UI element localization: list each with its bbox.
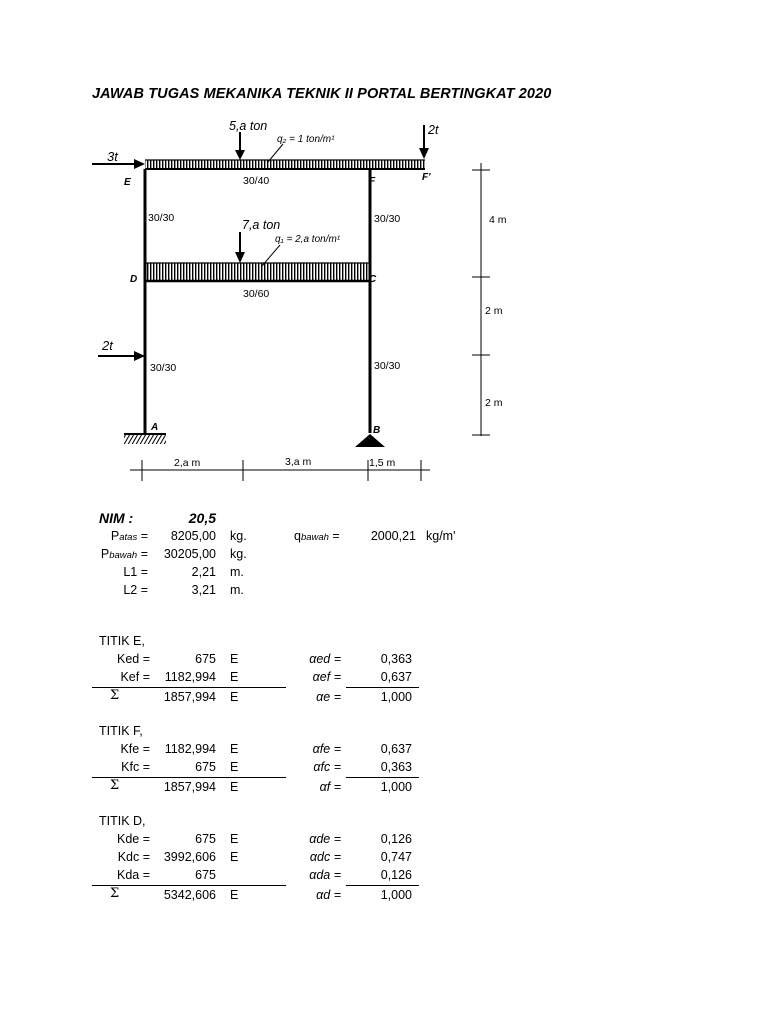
- sum-divider: [92, 885, 286, 886]
- node-label: A: [151, 422, 159, 433]
- q-bawah-value: 2000,21: [370, 529, 416, 543]
- param-unit: kg.: [230, 547, 247, 561]
- sum-value: 5342,606: [163, 888, 216, 902]
- distribution-factor-label: αda =: [309, 868, 341, 882]
- document-title: JAWAB TUGAS MEKANIKA TEKNIK II PORTAL BERTINGKAT 2020: [92, 86, 552, 102]
- middle-beam: [145, 263, 370, 281]
- stiffness-value: 675: [195, 868, 216, 882]
- section-label: 30/30: [374, 360, 401, 372]
- section-label: 30/60: [243, 288, 270, 300]
- distribution-factor-value: 0,363: [380, 760, 412, 774]
- stiffness-label: Kda =: [116, 868, 150, 882]
- arrow-down-icon: [235, 132, 245, 160]
- distribution-factor-total-value: 1,000: [380, 780, 412, 794]
- param-unit: m.: [230, 583, 244, 597]
- distribution-factor-label: αde =: [309, 832, 341, 846]
- stiffness-value: 675: [195, 652, 216, 666]
- sum-unit: E: [230, 690, 239, 704]
- sum-value: 1857,994: [163, 690, 216, 704]
- node-label: F': [422, 172, 431, 183]
- arrow-right-icon: [92, 159, 145, 169]
- load-label: q₁ = 2,a ton/m¹: [275, 234, 341, 245]
- load-label: 2t: [102, 338, 113, 353]
- distribution-factor-total-label: αe =: [316, 690, 341, 704]
- q-bawah-label: qbawah =: [294, 529, 340, 543]
- node-label: B: [373, 425, 381, 436]
- param-label: [92, 547, 148, 561]
- sum-symbol: Σ: [110, 778, 120, 793]
- sum-divider: [346, 777, 419, 778]
- stiffness-unit: E: [230, 670, 239, 684]
- distribution-factor-label: αed =: [309, 652, 341, 666]
- distribution-factor-label: αfc =: [313, 760, 341, 774]
- sum-divider: [92, 777, 286, 778]
- stiffness-label: Kdc =: [117, 850, 150, 864]
- sum-symbol: Σ: [110, 688, 120, 703]
- sum-symbol: Σ: [110, 886, 120, 901]
- stiffness-value: 1182,994: [164, 742, 216, 756]
- q-bawah-unit: kg/m': [426, 529, 456, 543]
- stiffness-unit: E: [230, 760, 239, 774]
- param-value: 2,21: [191, 565, 216, 579]
- dimension-label: 4 m: [489, 214, 507, 226]
- sum-value: 1857,994: [163, 780, 216, 794]
- param-label-sub: bawah: [109, 550, 138, 561]
- stiffness-label: Ked =: [116, 652, 150, 666]
- param-unit: kg.: [230, 529, 247, 543]
- distribution-factor-total-label: αf =: [319, 780, 341, 794]
- node-label: C: [369, 274, 377, 285]
- dimension-label: 1,5 m: [369, 457, 396, 469]
- param-label: [92, 583, 148, 597]
- section-label: 30/30: [150, 362, 177, 374]
- param-label-main: P: [110, 529, 120, 543]
- stiffness-unit: E: [230, 850, 239, 864]
- sum-unit: E: [230, 780, 239, 794]
- distribution-factor-total-label: αd =: [316, 888, 341, 902]
- arrow-down-icon: [235, 232, 245, 263]
- param-label-main: P: [100, 547, 110, 561]
- top-beam: [145, 160, 425, 169]
- section-label: 30/30: [374, 213, 401, 225]
- distribution-factor-label: αef =: [312, 670, 341, 684]
- dimension-label: 2 m: [485, 305, 503, 317]
- param-label-eq: =: [137, 547, 148, 561]
- sum-unit: E: [230, 888, 239, 902]
- stiffness-label: Kde =: [116, 832, 150, 846]
- distribution-factor-value: 0,637: [380, 670, 412, 684]
- param-label-main: L2 =: [123, 583, 148, 597]
- vertical-dimension: [472, 163, 490, 436]
- fixed-support-icon: [124, 434, 166, 444]
- node-label: F: [369, 176, 376, 187]
- sum-divider: [92, 687, 286, 688]
- distribution-factor-value: 0,747: [380, 850, 412, 864]
- distribution-factor-label: αdc =: [309, 850, 341, 864]
- stiffness-value: 3992,606: [163, 850, 216, 864]
- param-label-sub: atas: [119, 532, 138, 543]
- joint-heading: TITIK D,: [99, 814, 146, 828]
- distribution-factor-value: 0,637: [380, 742, 412, 756]
- distribution-factor-label: αfe =: [312, 742, 341, 756]
- portal-frame-diagram: [0, 0, 768, 500]
- sum-divider: [346, 885, 419, 886]
- param-value: 3,21: [191, 583, 216, 597]
- node-label: D: [130, 274, 138, 285]
- param-label: [92, 529, 148, 543]
- stiffness-unit: E: [230, 742, 239, 756]
- stiffness-value: 675: [195, 832, 216, 846]
- stiffness-value: 675: [195, 760, 216, 774]
- joint-heading: TITIK E,: [99, 634, 145, 648]
- load-label: 3t: [107, 149, 118, 164]
- sum-divider: [346, 687, 419, 688]
- stiffness-value: 1182,994: [164, 670, 216, 684]
- joint-heading: TITIK F,: [99, 724, 143, 738]
- distribution-factor-total-value: 1,000: [380, 888, 412, 902]
- load-label: q₂ = 1 ton/m¹: [277, 134, 335, 145]
- stiffness-unit: E: [230, 652, 239, 666]
- stiffness-label: Kef =: [120, 670, 150, 684]
- param-label-main: L1 =: [123, 565, 148, 579]
- param-label-eq: =: [137, 529, 148, 543]
- section-label: 30/30: [148, 212, 175, 224]
- dimension-label: 3,a m: [285, 456, 312, 468]
- distribution-factor-total-value: 1,000: [380, 690, 412, 704]
- param-value: 8205,00: [170, 529, 216, 543]
- param-unit: m.: [230, 565, 244, 579]
- nim-label: NIM :: [99, 510, 134, 526]
- distribution-factor-value: 0,363: [380, 652, 412, 666]
- dimension-label: 2,a m: [174, 457, 201, 469]
- dimension-label: 2 m: [485, 397, 503, 409]
- nim-value: 20,5: [188, 510, 216, 526]
- stiffness-label: Kfc =: [121, 760, 150, 774]
- param-value: 30205,00: [163, 547, 216, 561]
- param-label: [92, 565, 148, 579]
- distribution-factor-value: 0,126: [380, 832, 412, 846]
- node-label: E: [124, 177, 131, 188]
- load-label: 5,a ton: [229, 119, 268, 133]
- distribution-factor-value: 0,126: [380, 868, 412, 882]
- stiffness-label: Kfe =: [120, 742, 150, 756]
- stiffness-unit: E: [230, 832, 239, 846]
- load-label: 2t: [428, 123, 439, 137]
- section-label: 30/40: [243, 175, 270, 187]
- load-label: 7,a ton: [242, 218, 281, 232]
- pin-support-icon: [355, 434, 385, 447]
